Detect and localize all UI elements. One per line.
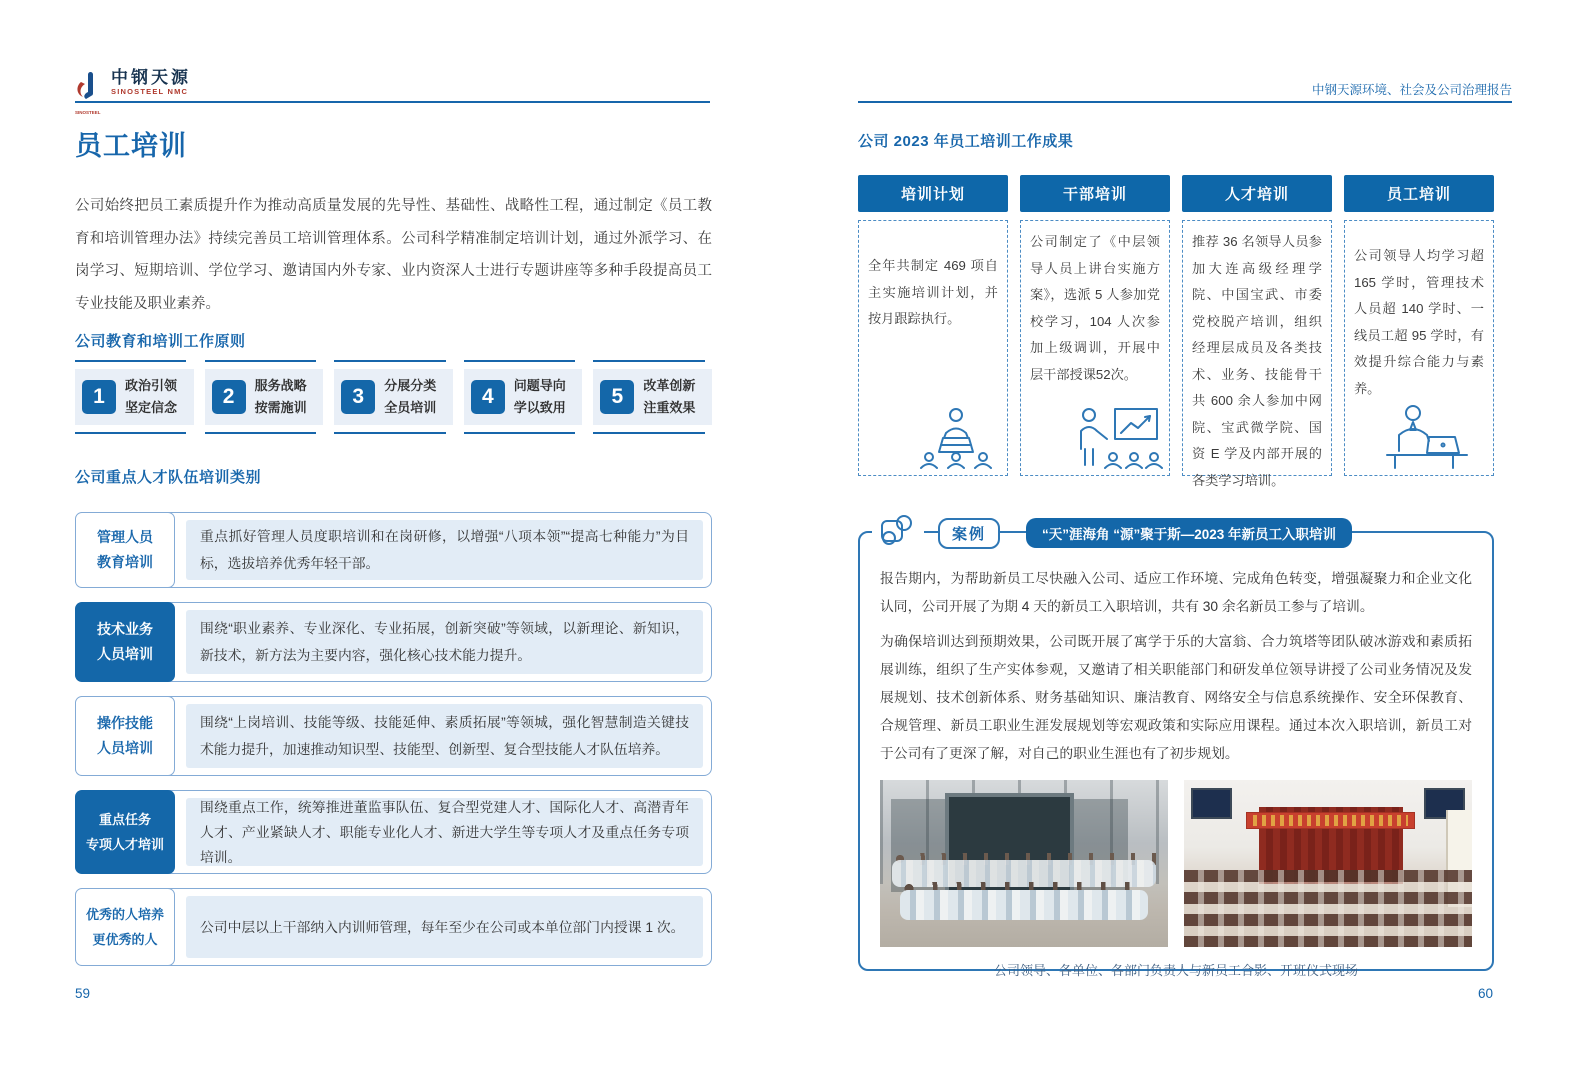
logo-cn-text: 中钢天源	[111, 68, 191, 87]
column-header: 员工培训	[1344, 175, 1494, 212]
category-label: 操作技能 人员培训	[75, 696, 175, 776]
case-paragraph-1: 报告期内，为帮助新员工尽快融入公司、适应工作环境、完成角色转变，增强凝聚力和企业文化认同，公司开展了为期 4 天的新员工入职培训，共有 30 余名新员工参与了培训。	[880, 571, 1472, 614]
case-badge: 案例	[938, 518, 1000, 549]
case-badges	[872, 516, 1352, 550]
result-column	[1020, 175, 1170, 476]
column-header: 人才培训	[1182, 175, 1332, 212]
categories-heading: 公司重点人才队伍培训类别	[75, 469, 262, 486]
category-text: 围绕“上岗培训、技能等级、技能延伸、素质拓展”等领城，强化智慧制造关键技术能力提升，加速推动知识型、技能型、创新型、复合型技能人才队伍培养。	[186, 704, 703, 768]
divider	[334, 360, 445, 362]
divider	[593, 432, 704, 434]
case-study-box	[858, 525, 1494, 978]
principle-line2: 注重效果	[643, 400, 696, 415]
laptop-user-icon	[1379, 403, 1471, 469]
category-label: 重点任务 专项人才培训	[75, 790, 175, 874]
principle-number: 5	[600, 380, 634, 414]
logo-en-text: SINOSTEEL NMC	[111, 87, 189, 96]
company-logo	[75, 68, 191, 115]
result-column	[1182, 175, 1332, 488]
result-column	[1344, 175, 1494, 476]
categories-table	[75, 512, 712, 966]
principle-item	[464, 360, 583, 434]
case-deco-icon	[872, 514, 924, 553]
principles-row	[75, 360, 712, 434]
group-photo-image	[880, 780, 1168, 947]
divider	[75, 360, 186, 362]
principle-line2: 坚定信念	[125, 400, 178, 415]
column-box: 全年共制定 469 项自主实施培训计划，并按月跟踪执行。	[858, 220, 1008, 476]
divider	[205, 360, 316, 362]
divider	[593, 360, 704, 362]
results-heading: 公司 2023 年员工培训工作成果	[858, 133, 1074, 150]
principle-line1: 改革创新	[643, 378, 696, 393]
divider	[205, 432, 316, 434]
case-paragraph-2: 为确保培训达到预期效果，公司既开展了寓学于乐的大富翁、合力筑塔等团队破冰游戏和素质拓展训练，组织了生产实体参观，又邀请了相关职能部门和研发单位领导讲授了公司业务情况及发展规划、技术创新体系、财务基础知识、廉洁教育、网络安全与信息系统操作、安全环保教育、合规管理、新员工职业生涯发展规划等宏观政策和实际应用课程。通过本次入职培训，新员工对于公司有了更深了解，对自己的职业生涯也有了初步规划。	[880, 634, 1472, 761]
principle-item	[205, 360, 324, 434]
header-rule-right	[858, 101, 1512, 103]
principle-number: 2	[212, 380, 246, 414]
column-header: 干部培训	[1020, 175, 1170, 212]
logo-sub-text: SINOSTEEL	[75, 110, 101, 115]
result-column	[858, 175, 1008, 476]
principle-number: 3	[341, 380, 375, 414]
principle-item	[334, 360, 453, 434]
category-text: 重点抓好管理人员度职培训和在岗研修，以增强“八项本领”“提高七种能力”为目标，选拔培养优秀年轻干部。	[186, 520, 703, 580]
principle-line2: 按需施训	[254, 400, 307, 415]
principle-item	[593, 360, 712, 434]
principle-line1: 问题导向	[513, 378, 566, 393]
category-row	[75, 696, 712, 776]
results-columns	[858, 175, 1494, 488]
principle-line2: 学以致用	[513, 400, 566, 415]
lecturer-podium-icon	[915, 407, 997, 469]
column-box: 公司制定了《中层领导人员上讲台实施方案》，选派 5 人参加党校学习，104 人次参加上级调训，开展中层干部授课52次。	[1020, 220, 1170, 476]
category-label: 优秀的人培养 更优秀的人	[75, 888, 175, 966]
sinosteel-logo-icon	[75, 68, 111, 115]
principle-line1: 分展分类	[384, 378, 437, 393]
principle-number: 1	[82, 380, 116, 414]
category-row	[75, 602, 712, 682]
column-box: 公司领导人均学习超 165 学时，管理技术人员超 140 学时、一线员工超 95 学时，有效提升综合能力与素养。	[1344, 220, 1494, 476]
case-photos	[880, 780, 1472, 947]
principle-line2: 全员培训	[384, 400, 437, 415]
presenter-chart-icon	[1071, 405, 1163, 469]
principle-item	[75, 360, 194, 434]
page-number-right: 60	[1478, 986, 1494, 1001]
category-row	[75, 888, 712, 966]
divider	[75, 432, 186, 434]
principle-line1: 政治引领	[125, 378, 178, 393]
column-box: 推荐 36 名领导人员参加大连高级经理学院、中国宝武、市委党校脱产培训，组织经理层成员及各类技术、业务、技能骨干共 600 余人参加中网院、宝武微学院、国资 E 学及内部开展的各类学习培训。	[1182, 220, 1332, 476]
principle-number: 4	[471, 380, 505, 414]
divider	[464, 432, 575, 434]
category-label: 管理人员 教育培训	[75, 512, 175, 588]
category-row	[75, 790, 712, 874]
category-text: 围绕重点工作，统筹推进董监事队伍、复合型党建人才、国际化人才、高潜青年人才、产业紧缺人才、职能专业化人才、新进大学生等专项人才及重点任务专项培训。	[186, 798, 703, 866]
column-header: 培训计划	[858, 175, 1008, 212]
report-title: 中钢天源环境、社会及公司治理报告	[1311, 83, 1512, 97]
category-label: 技术业务 人员培训	[75, 602, 175, 682]
category-text: 公司中层以上干部纳入内训师管理，每年至少在公司或本单位部门内授课 1 次。	[186, 896, 703, 958]
case-title: “天”涯海角 “源”聚于斯—2023 年新员工入职培训	[1026, 518, 1352, 548]
ceremony-photo-image	[1184, 780, 1472, 947]
principle-line1: 服务战略	[254, 378, 307, 393]
page-title: 员工培训	[75, 131, 187, 161]
divider	[464, 360, 575, 362]
divider	[334, 432, 445, 434]
page-number-left: 59	[75, 986, 91, 1001]
category-row	[75, 512, 712, 588]
principles-heading: 公司教育和培训工作原则	[75, 333, 246, 350]
photo-caption: 公司领导、各单位、各部门负责人与新员工合影、开班仪式现场	[993, 963, 1358, 978]
category-text: 围绕“职业素养、专业深化、专业拓展，创新突破”等领域，以新理论、新知识，新技术，新方法为主要内容，强化核心技术能力提升。	[186, 610, 703, 674]
header-rule-left	[75, 101, 710, 103]
intro-paragraph: 公司始终把员工素质提升作为推动高质量发展的先导性、基础性、战略性工程，通过制定《员工教育和培训管理办法》持续完善员工培训管理体系。公司科学精准制定培训计划，通过外派学习、在岗学习、短期培训、学位学习、邀请国内外专家、业内资深人士进行专题讲座等多种手段提高员工专业技能及职业素养。	[75, 198, 712, 312]
